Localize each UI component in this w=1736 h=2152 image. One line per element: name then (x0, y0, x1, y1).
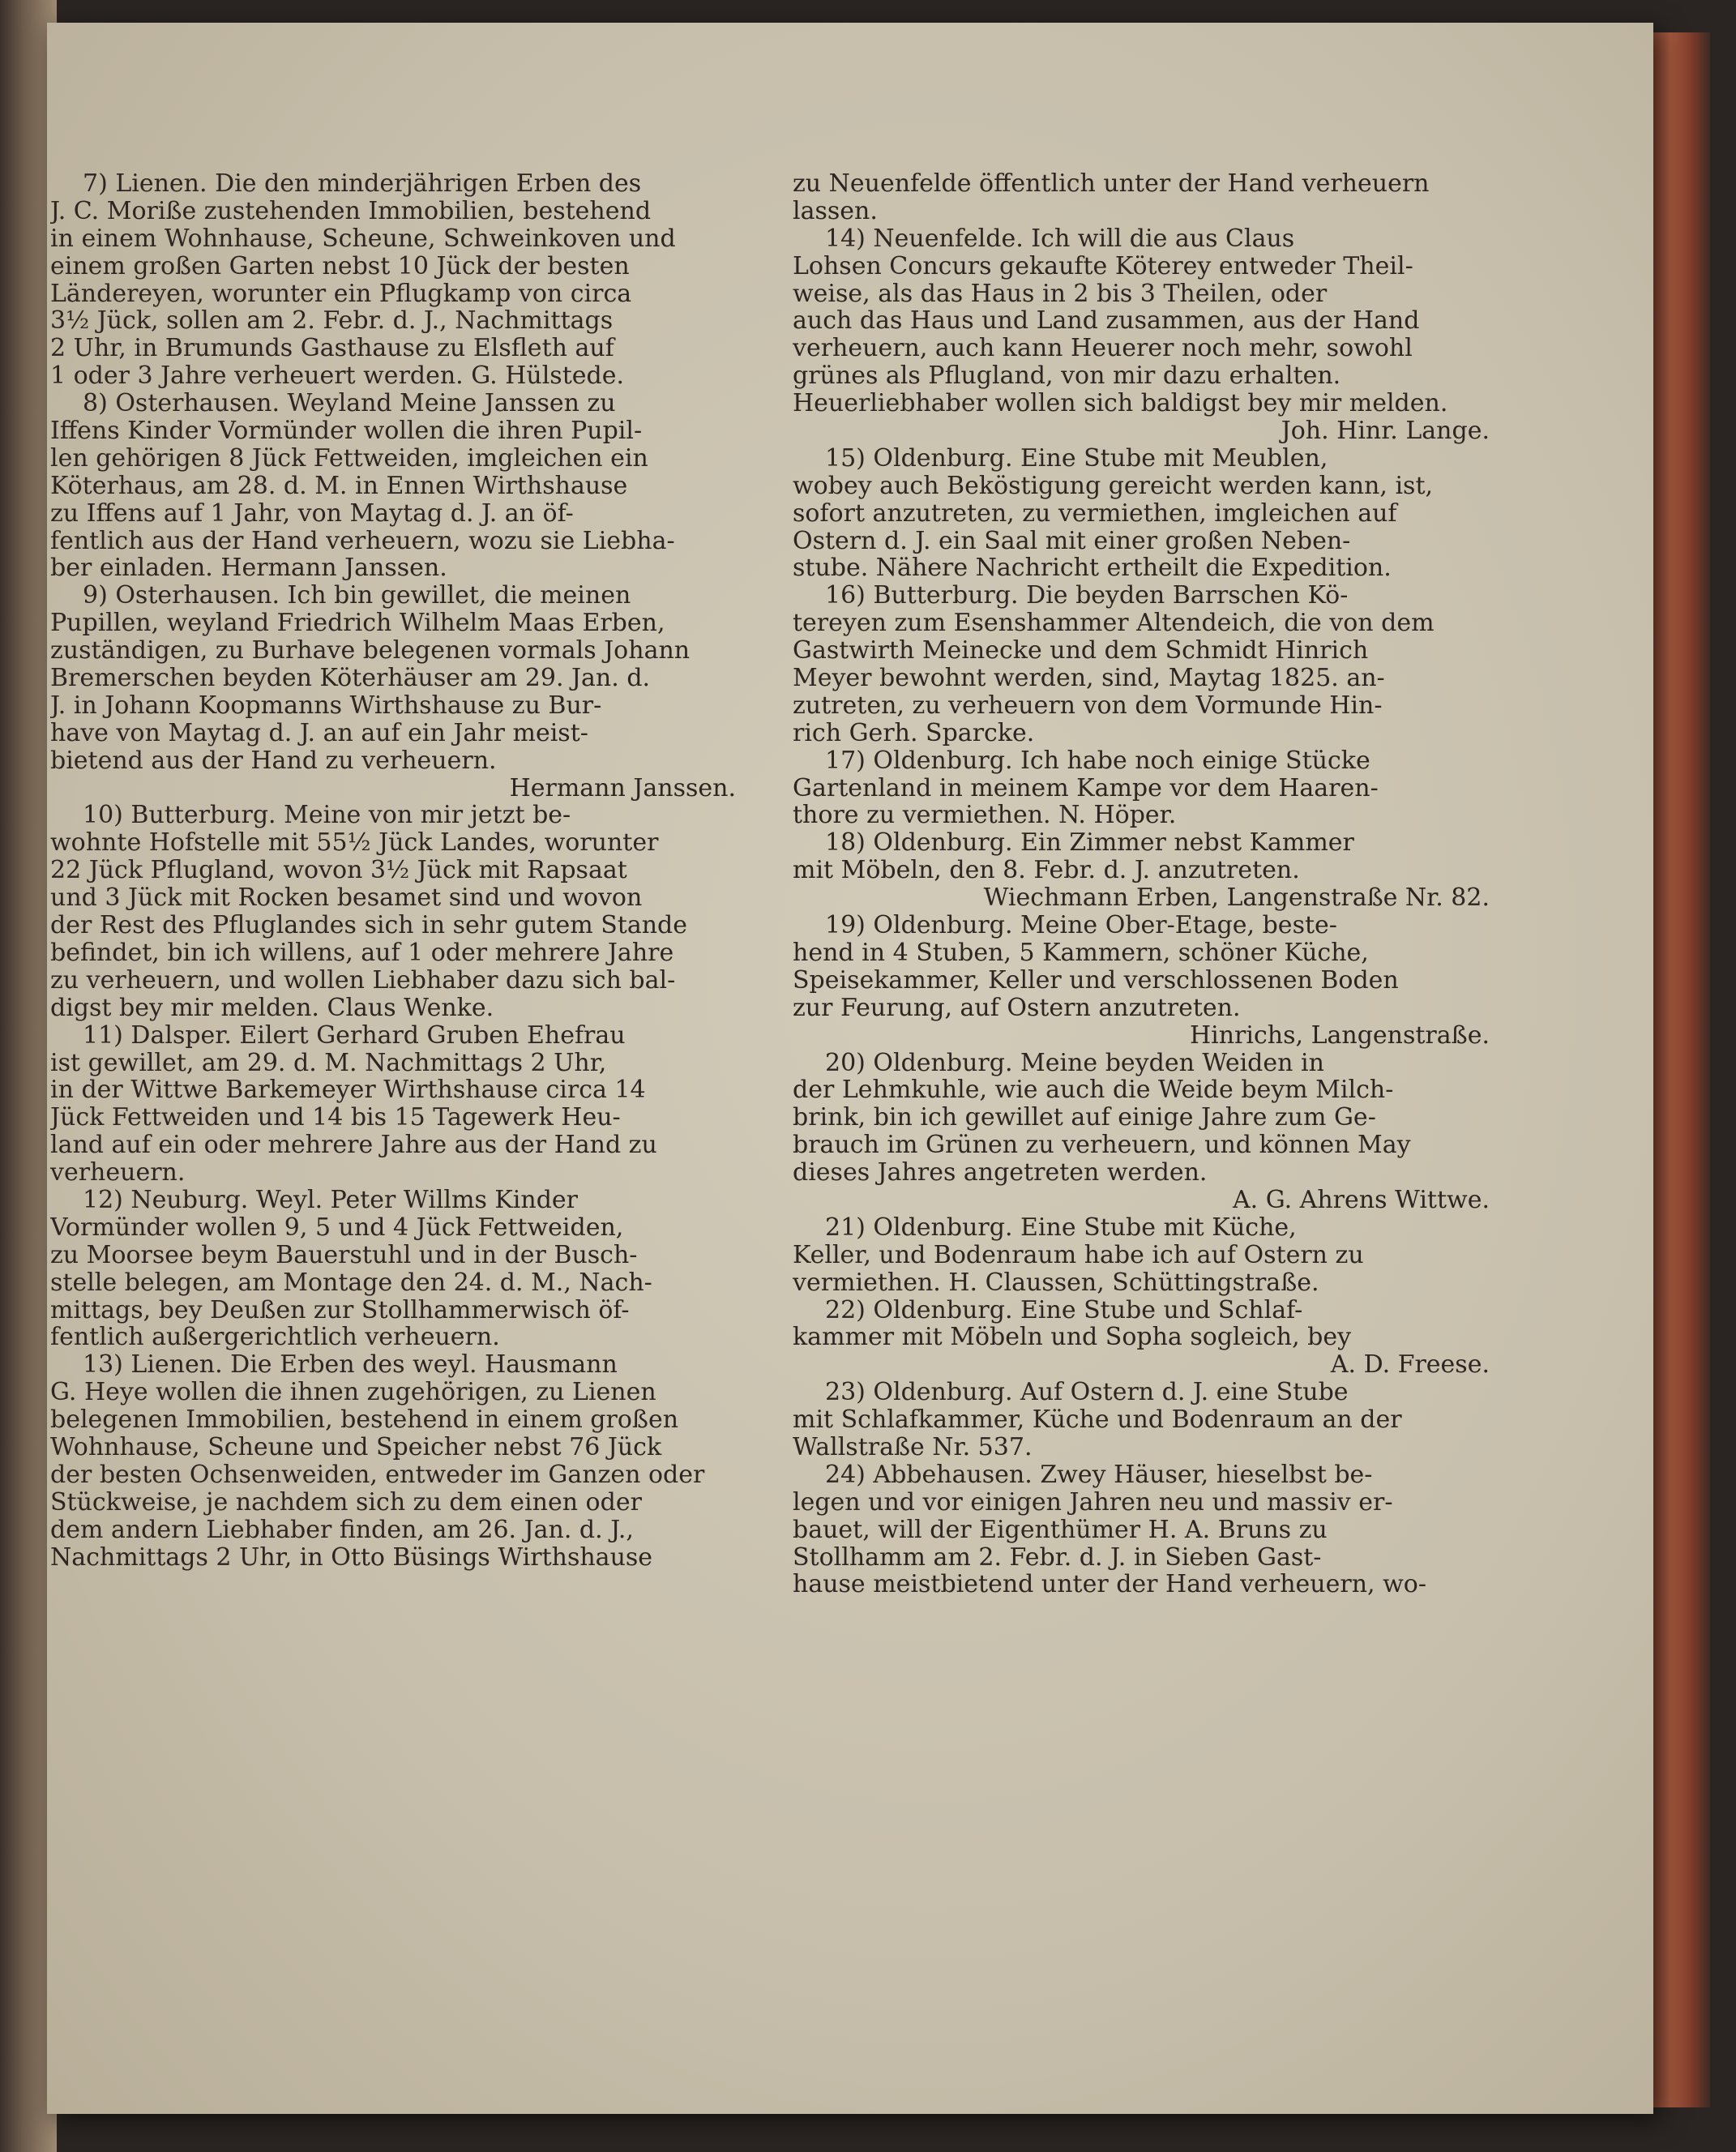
text-line: dieses Jahres angetreten werden. (793, 1159, 1208, 1187)
text-line: sofort anzutreten, zu vermiethen, imgleichen auf (793, 499, 1397, 528)
text-line: Vormünder wollen 9, 5 und 4 Jück Fettweiden, (50, 1213, 624, 1242)
text-line: der Lehmkuhle, wie auch die Weide beym Milch- (793, 1076, 1394, 1105)
text-line: Hinrichs, Langenstraße. (1189, 1021, 1490, 1050)
text-line: kammer mit Möbeln und Sopha sogleich, bey (793, 1324, 1352, 1352)
text-line: brink, bin ich gewillet auf einige Jahre zum Ge- (793, 1104, 1376, 1132)
text-line: 19) Oldenburg. Meine Ober-Etage, beste- (825, 912, 1337, 939)
text-line: vermiethen. H. Claussen, Schüttingstraße. (793, 1269, 1319, 1297)
text-line: Wallstraße Nr. 537. (793, 1433, 1033, 1461)
text-line: in einem Wohnhause, Scheune, Schweinkoven und (50, 225, 676, 253)
text-line: thore zu vermiethen. N. Höper. (793, 802, 1177, 830)
page-edge (1653, 32, 1710, 2107)
text-line: Wiechmann Erben, Langenstraße Nr. 82. (983, 884, 1490, 913)
text-line: fentlich aus der Hand verheuern, wozu sie Liebha- (50, 527, 675, 555)
text-line: Speisekammer, Keller und verschlossenen Boden (793, 966, 1399, 995)
text-line: mit Schlafkammer, Küche und Bodenraum an der (793, 1406, 1402, 1434)
text-line: 22) Oldenburg. Eine Stube und Schlaf- (825, 1296, 1303, 1324)
text-line: legen und vor einigen Jahren neu und massiv er- (793, 1488, 1393, 1517)
text-line: rich Gerh. Sparcke. (793, 719, 1035, 747)
text-line: 17) Oldenburg. Ich habe noch einige Stücke (825, 747, 1370, 775)
text-line: Iffens Kinder Vormünder wollen die ihren Pupil- (50, 417, 643, 445)
text-line: G. Heye wollen die ihnen zugehörigen, zu Lienen (50, 1379, 656, 1407)
text-line: Heuerliebhaber wollen sich baldigst bey mir melden. (793, 390, 1448, 418)
text-line: verheuern. (50, 1159, 186, 1187)
text-line: Pupillen, weyland Friedrich Wilhelm Maas Erben, (50, 610, 665, 638)
text-line: J. C. Moriße zustehenden Immobilien, bestehend (50, 197, 652, 225)
text-line: und 3 Jück mit Rocken besamet sind und wovon (50, 884, 643, 913)
text-line: Meyer bewohnt werden, sind, Maytag 1825. an- (793, 665, 1385, 692)
text-line: ber einladen. Hermann Janssen. (50, 554, 447, 583)
text-line: befindet, bin ich willens, auf 1 oder mehrere Jahre (50, 939, 674, 967)
text-line: wobey auch Beköstigung gereicht werden kann, ist, (793, 472, 1434, 500)
text-line: grünes als Pflugland, von mir dazu erhalten. (793, 362, 1341, 391)
text-line: 11) Dalsper. Eilert Gerhard Gruben Ehefrau (83, 1021, 626, 1050)
text-line: 8) Osterhausen. Weyland Meine Janssen zu (83, 390, 616, 418)
text-line: 16) Butterburg. Die beyden Barrschen Kö- (825, 582, 1349, 610)
text-line: Lohsen Concurs gekaufte Köterey entweder Theil- (793, 252, 1413, 280)
text-line: J. in Johann Koopmanns Wirthshause zu Bur- (50, 691, 602, 720)
text-line: Stückweise, je nachdem sich zu dem einen oder (50, 1488, 642, 1517)
text-line: 21) Oldenburg. Eine Stube mit Küche, (825, 1213, 1297, 1242)
text-line: zur Feurung, auf Ostern anzutreten. (793, 994, 1241, 1022)
text-line: bauet, will der Eigenthümer H. A. Bruns zu (793, 1516, 1328, 1544)
text-line: Gartenland in meinem Kampe vor dem Haaren- (793, 774, 1379, 802)
text-line: stelle belegen, am Montage den 24. d. M., Nach- (50, 1269, 652, 1297)
text-line: stube. Nähere Nachricht ertheilt die Expedition. (793, 554, 1392, 583)
text-line: 15) Oldenburg. Eine Stube mit Meublen, (825, 444, 1328, 473)
text-line: 7) Lienen. Die den minderjährigen Erben des (83, 170, 642, 198)
text-line: 23) Oldenburg. Auf Ostern d. J. eine Stube (825, 1379, 1349, 1407)
text-line: fentlich außergerichtlich verheuern. (50, 1324, 500, 1352)
text-line: len gehörigen 8 Jück Fettweiden, imgleichen ein (50, 444, 648, 473)
text-line: tereyen zum Esenshammer Altendeich, die von dem (793, 610, 1435, 638)
text-line: zu Iffens auf 1 Jahr, von Maytag d. J. an öf- (50, 499, 574, 528)
text-line: Ländereyen, worunter ein Pflugkamp von circa (50, 280, 632, 308)
text-line: Köterhaus, am 28. d. M. in Ennen Wirthshause (50, 472, 628, 500)
text-line: Gastwirth Meinecke und dem Schmidt Hinrich (793, 637, 1369, 665)
text-line: 10) Butterburg. Meine von mir jetzt be- (83, 802, 571, 830)
text-line: zu Moorsee beym Bauerstuhl und in der Busch- (50, 1241, 638, 1269)
text-line: auch das Haus und Land zusammen, aus der Hand (793, 307, 1420, 336)
text-line: have von Maytag d. J. an auf ein Jahr meist- (50, 719, 588, 747)
text-line: zu verheuern, und wollen Liebhaber dazu sich bal- (50, 966, 676, 995)
text-line: belegenen Immobilien, bestehend in einem großen (50, 1406, 679, 1434)
text-line: Keller, und Bodenraum habe ich auf Ostern zu (793, 1241, 1364, 1269)
text-line: Joh. Hinr. Lange. (1281, 417, 1490, 445)
text-line: Hermann Janssen. (509, 774, 736, 802)
text-line: wohnte Hofstelle mit 55½ Jück Landes, worunter (50, 829, 659, 858)
text-line: 13) Lienen. Die Erben des weyl. Hausmann (83, 1351, 618, 1380)
text-line: 24) Abbehausen. Zwey Häuser, hieselbst be- (825, 1461, 1373, 1489)
text-line: ist gewillet, am 29. d. M. Nachmittags 2 Uhr, (50, 1049, 607, 1077)
text-line: zu Neuenfelde öffentlich unter der Hand verheuern (793, 170, 1430, 198)
text-line: land auf ein oder mehrere Jahre aus der Hand zu (50, 1132, 657, 1160)
text-line: 2 Uhr, in Brumunds Gasthause zu Elsfleth auf (50, 335, 614, 363)
text-line: 12) Neuburg. Weyl. Peter Willms Kinder (83, 1186, 579, 1214)
right-column (793, 170, 1506, 1598)
text-line: hend in 4 Stuben, 5 Kammern, schöner Küche, (793, 939, 1369, 967)
text-line: 3½ Jück, sollen am 2. Febr. d. J., Nachmittags (50, 307, 614, 336)
text-line: bietend aus der Hand zu verheuern. (50, 747, 497, 775)
text-line: Jück Fettweiden und 14 bis 15 Tagewerk Heu- (50, 1104, 621, 1132)
text-line: hause meistbietend unter der Hand verheuern, wo- (793, 1571, 1426, 1599)
text-line: 20) Oldenburg. Meine beyden Weiden in (825, 1049, 1324, 1077)
text-line: der Rest des Pfluglandes sich in sehr gutem Stande (50, 912, 688, 939)
text-line: verheuern, auch kann Heuerer noch mehr, sowohl (793, 335, 1413, 363)
text-line: A. G. Ahrens Wittwe. (1232, 1186, 1490, 1214)
text-line: Bremerschen beyden Köterhäuser am 29. Jan. d. (50, 665, 651, 692)
text-line: A. D. Freese. (1330, 1351, 1490, 1380)
text-line: dem andern Liebhaber finden, am 26. Jan. d. J., (50, 1516, 634, 1544)
text-line: 1 oder 3 Jahre verheuert werden. G. Hülstede. (50, 362, 625, 391)
text-line: 9) Osterhausen. Ich bin gewillet, die meinen (83, 582, 631, 610)
text-line: zuständigen, zu Burhave belegenen vormals Johann (50, 637, 691, 665)
text-line: einem großen Garten nebst 10 Jück der besten (50, 252, 630, 280)
text-line: Stollhamm am 2. Febr. d. J. in Sieben Gast- (793, 1543, 1322, 1572)
text-line: weise, als das Haus in 2 bis 3 Theilen, oder (793, 280, 1328, 308)
text-line: mittags, bey Deußen zur Stollhammerwisch öf- (50, 1296, 630, 1324)
text-line: in der Wittwe Barkemeyer Wirthshause circa 14 (50, 1076, 646, 1105)
text-line: 18) Oldenburg. Ein Zimmer nebst Kammer (825, 829, 1354, 858)
text-line: 14) Neuenfelde. Ich will die aus Claus (825, 225, 1295, 253)
text-line: der besten Ochsenweiden, entweder im Ganzen oder (50, 1461, 705, 1489)
text-line: zutreten, zu verheuern von dem Vormunde Hin- (793, 691, 1383, 720)
text-line: digst bey mir melden. Claus Wenke. (50, 994, 494, 1022)
text-line: Ostern d. J. ein Saal mit einer großen Neben- (793, 527, 1351, 555)
text-line: Nachmittags 2 Uhr, in Otto Büsings Wirthshause (50, 1543, 653, 1572)
text-line: mit Möbeln, den 8. Febr. d. J. anzutreten. (793, 857, 1300, 885)
text-line: brauch im Grünen zu verheuern, und können May (793, 1132, 1411, 1160)
left-column (50, 170, 752, 1571)
text-line: 22 Jück Pflugland, wovon 3½ Jück mit Rapsaat (50, 857, 627, 885)
text-line: Wohnhause, Scheune und Speicher nebst 76 Jück (50, 1433, 662, 1461)
text-line: lassen. (793, 197, 878, 225)
